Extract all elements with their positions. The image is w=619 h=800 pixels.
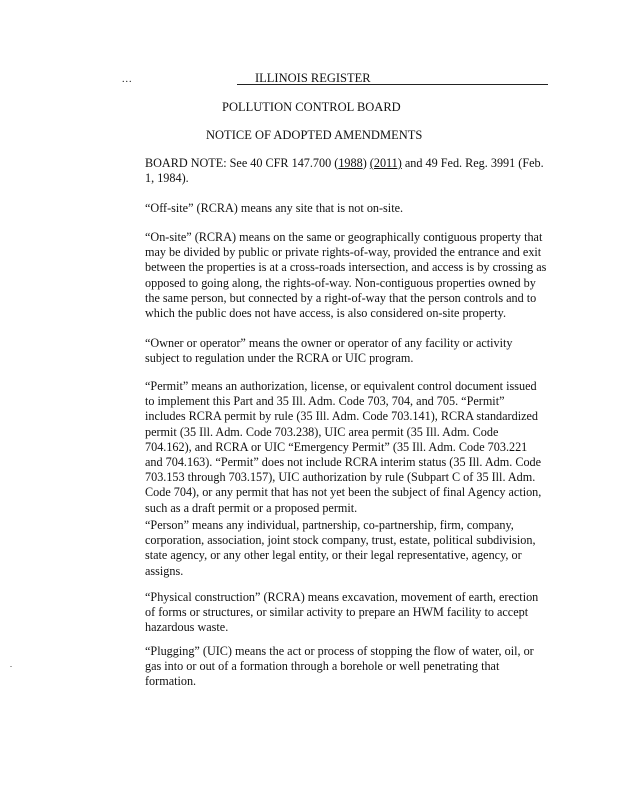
board-note-line-2: 1, 1984). <box>145 171 189 186</box>
definition-physical-construction: “Physical construction” (RCRA) means excavation, movement of earth, erection of forms or structures, or similar activity to prepare an HWM facility to accept hazardous waste. <box>145 590 539 635</box>
definition-owner-or-operator: “Owner or operator” means the owner or operator of any facility or activity subject to regulation under the RCRA or UIC program. <box>145 336 513 366</box>
new-year: (2011) <box>369 156 402 170</box>
header-leading-marks: ... <box>122 74 133 85</box>
definition-permit: “Permit” means an authorization, license, or equivalent control document issued to implement this Part and 35 Ill. Adm. Code 703, 704, and 705. “Permit” includes RCRA permit by rule (35 Ill. Adm. Code 703.141), RCRA standardized permit (35 Ill. Adm. Code 703.238), UIC area permit (35 Ill. Adm. Code 704.162), and RCRA or UIC “Emergency Permit” (35 Ill. Adm. Code 703.221 and 704.163). “Permit” does not include RCRA interim status (35 Ill. Adm. Code 703.153 through 703.157), UIC authorization by rule (Subpart C of 35 Ill. Adm. Code 704), or any permit that has not yet been the subject of final Agency action, such as a draft permit or a proposed permit. <box>145 379 542 515</box>
definition-off-site: “Off-site” (RCRA) means any site that is not on-site. <box>145 201 404 215</box>
notice-title: NOTICE OF ADOPTED AMENDMENTS <box>206 128 423 142</box>
struck-year: 1988 <box>338 156 363 170</box>
definition-person: “Person” means any individual, partnership, co-partnership, firm, company, corporation, association, joint stock company, trust, estate, political subdivision, state agency, or any other legal entity, or their legal representative, agency, or assigns. <box>145 518 536 578</box>
register-title: ILLINOIS REGISTER <box>255 71 371 85</box>
board-note-line-1: BOARD NOTE: See 40 CFR 147.700 (1988) (2011) and 49 Fed. Reg. 3991 (Feb. <box>145 156 544 170</box>
header-rule <box>237 84 548 85</box>
scan-artifact-mark: . <box>10 660 12 669</box>
board-title: POLLUTION CONTROL BOARD <box>222 100 401 114</box>
board-note <box>145 156 555 186</box>
definition-on-site: “On-site” (RCRA) means on the same or geographically contiguous property that may be divided by public or private rights-of-way, provided the entrance and exit between the properties is at a cross-roads intersection, and access is by crossing as opposed to going along, the rights-of-way. Non-contiguous properties owned by the same person, but connected by a right-of-way that the person controls and to which the public does not have access, is also considered on-site property. <box>145 230 547 321</box>
definition-plugging: “Plugging” (UIC) means the act or process of stopping the flow of water, oil, or gas into or out of a formation through a borehole or well penetrating that formation. <box>145 644 534 689</box>
